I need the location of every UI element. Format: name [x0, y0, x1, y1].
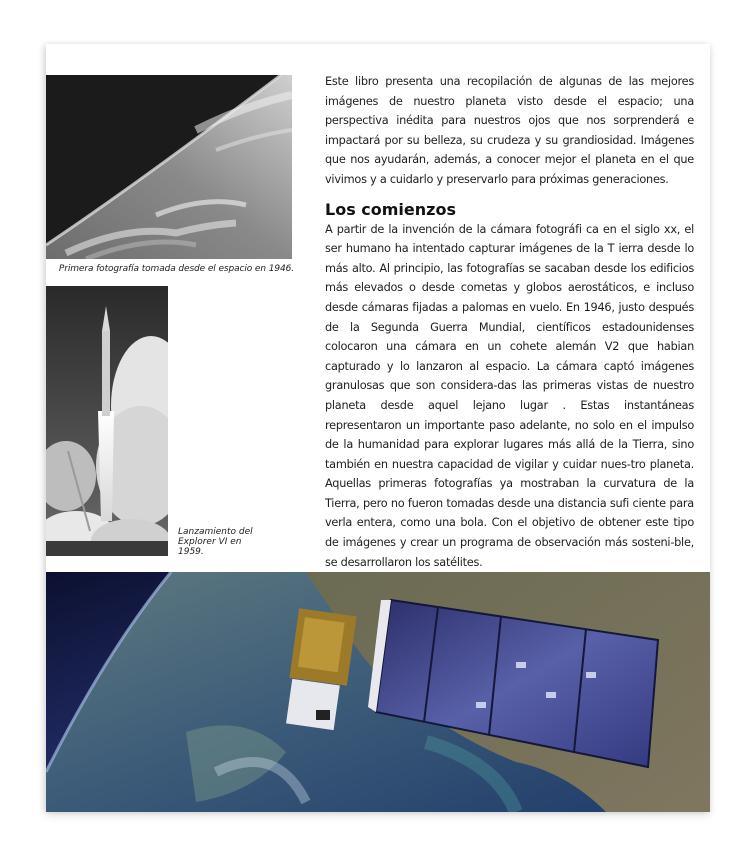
intro-paragraph: Este libro presenta una recopilación de algunas de las mejores imágenes de nuestro planeta visto desde el espacio; una perspectiva inédita para nuestros ojos que nos sorprenderá e impactará por su belleza, su crudeza y su grandiosidad. Imágenes que nos ayudarán, además, a conocer mejor el planeta en el que vivimos y a cuidarlo y preservarlo para próximas generaciones. [325, 75, 694, 186]
launch-caption-line: 1959. [178, 547, 204, 557]
rocket-launch-photo [46, 286, 168, 556]
first-space-photo [46, 75, 292, 259]
book-page [46, 44, 710, 812]
satellite-photo [46, 572, 710, 812]
launch-caption [178, 527, 278, 557]
launch-caption-line: Lanzamiento del [178, 527, 253, 537]
section-body: A partir de la invención de la cámara fotográfi ca en el siglo xx, el ser humano ha intentado capturar imágenes de la T ierra desde lo más alto. Al principio, las fotografías se sacaban desde los edificios más elevados o desde cometas y globos aerostáticos, e incluso desde cámaras fijadas a palomas en vuelo. En 1946, justo después de la Segunda Guerra Mundial, científicos estadounidenses colocaron una cámara en un cohete alemán V2 que habian capturado y lo lanzaron al espacio. La cámara captó imágenes granulosas que son considera-das las primeras vistas de nuestro planeta desde aquel lejano lugar . Estas instantáneas representaron un importante paso adelante, no solo en el impulso de la humanidad para explorar lugares más allá de la Tierra, sino también en nuestra capacidad de vigilar y cuidar nues-tro planeta. Aquellas primeras fotografías ya mostraban la curvatura de la Tierra, pero no fueron tomadas desde una distancia sufi ciente para verla entera, como una bola. Con el objetivo de obtener este tipo de imágenes y crear un programa de observación más sosteni-ble, se desarrollaron los satélites. [325, 222, 694, 569]
text-column [325, 72, 694, 572]
first-photo-caption: Primera fotografía tomada desde el espacio en 1946. [58, 264, 294, 274]
section-heading: Los comienzos [325, 199, 456, 219]
launch-caption-line: Explorer VI en [178, 537, 242, 547]
